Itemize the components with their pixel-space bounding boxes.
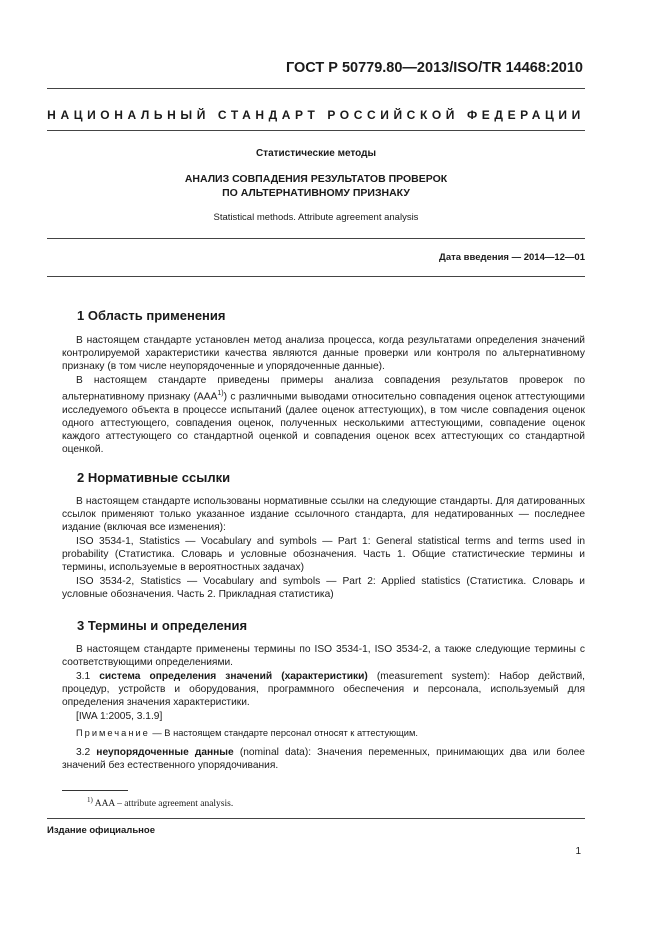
standard-title-line-1: АНАЛИЗ СОВПАДЕНИЯ РЕЗУЛЬТАТОВ ПРОВЕРОК <box>184 173 448 185</box>
section-2-paragraph-1: В настоящем стандарте использованы нормативные ссылки на следующие стандарты. Для датированных ссылок применяют только указанное издание ссылочного стандарта, для недатированных — последнее издание (включая все изменения): <box>62 496 585 534</box>
section-3-paragraph-1: В настоящем стандарте применены термины по ISO 3534-1, ISO 3534-2, а также следующие термины с соответствующими определениями. <box>62 644 585 669</box>
note-label: Примечание <box>76 728 150 738</box>
footnote-reference: 1) <box>217 390 224 398</box>
section-1-heading: 1 Область применения <box>77 308 226 323</box>
footnote-separator <box>62 790 128 791</box>
term-3-1-note <box>62 727 585 740</box>
term-3-2-definition: (nominal data): Значения переменных, принимающих два или более значений без естественного упорядочивания. <box>62 747 585 772</box>
term-3-2-number: 3.2 <box>76 747 91 758</box>
section-3-heading: 3 Термины и определения <box>77 618 248 633</box>
section-1-paragraph-2-start: В настоящем стандарте приведены примеры анализа совпадения результатов проверок по альтернативному признаку (ААА <box>62 375 585 403</box>
subtitle-rule <box>47 238 585 239</box>
footnote <box>87 796 233 809</box>
national-standard-title: НАЦИОНАЛЬНЫЙ СТАНДАРТ РОССИЙСКОЙ ФЕДЕРАЦИИ <box>47 108 585 122</box>
section-1-paragraph-2 <box>62 374 585 457</box>
header-rule <box>47 88 585 89</box>
title-rule <box>47 130 585 131</box>
term-3-1-reference: [IWA 1:2005, 3.1.9] <box>76 711 163 722</box>
standard-title <box>47 172 585 200</box>
section-2-heading: 2 Нормативные ссылки <box>77 470 231 485</box>
standard-subject: Статистические методы <box>255 148 377 159</box>
standard-title-line-2: ПО АЛЬТЕРНАТИВНОМУ ПРИЗНАКУ <box>222 187 410 199</box>
note-text: — В настоящем стандарте персонал относят к аттестующим. <box>152 728 418 738</box>
date-rule <box>47 276 585 277</box>
term-3-2-name: неупорядоченные данные <box>96 747 234 758</box>
introduction-date: Дата введения — 2014—12—01 <box>439 252 585 263</box>
section-2-paragraph-2: ISO 3534-1, Statistics — Vocabulary and symbols — Part 1: General statistical terms and terms used in probability (Статистика. Словарь и условные обозначения. Часть 1. Общие статистические термины и термины, используемые в вероятностных задачах) <box>62 536 585 574</box>
term-3-2 <box>62 746 585 772</box>
footnote-mark: 1) <box>87 796 93 804</box>
edition-label: Издание официальное <box>47 825 155 836</box>
standard-title-english: Statistical methods. Attribute agreement analysis <box>213 212 419 223</box>
page-number: 1 <box>575 846 581 857</box>
term-3-1-name: система определения значений (характеристики) <box>99 671 368 682</box>
footnote-text: AAA – attribute agreement analysis. <box>94 799 234 810</box>
term-3-1-number: 3.1 <box>76 671 91 682</box>
section-1-paragraph-2-end: ) с различными выводами относительно совпадения оценок аттестующими исследуемого объекта в процессе испытаний (далее оценок аттестующих), в том числе совпадения оценок одного аттестующего, совпадения оценок, полученных несколькими аттестующими, совпадение оценок каждого аттестующего со стандартной оценкой и совпадения оценок всех аттестующих со стандартной оценкой. <box>62 391 585 456</box>
footer-rule <box>47 818 585 819</box>
section-1-paragraph-1: В настоящем стандарте установлен метод анализа процесса, когда результатами определения значений контролируемой характеристики качества являются данные проверки или контроля по альтернативному признаку (в том числе неупорядоченные и упорядоченные данные). <box>62 335 585 373</box>
document-number: ГОСТ Р 50779.80—2013/ISO/TR 14468:2010 <box>285 60 583 76</box>
term-3-1-definition: (measurement system): Набор действий, процедур, устройств и оборудования, программного обеспечения и персонала, используемый для определения значения характеристики. <box>62 671 585 709</box>
section-2-paragraph-3: ISO 3534-2, Statistics — Vocabulary and symbols — Part 2: Applied statistics (Статистика. Словарь и условные обозначения. Часть 2. Прикладная статистика) <box>62 576 585 601</box>
term-3-1 <box>62 670 585 710</box>
